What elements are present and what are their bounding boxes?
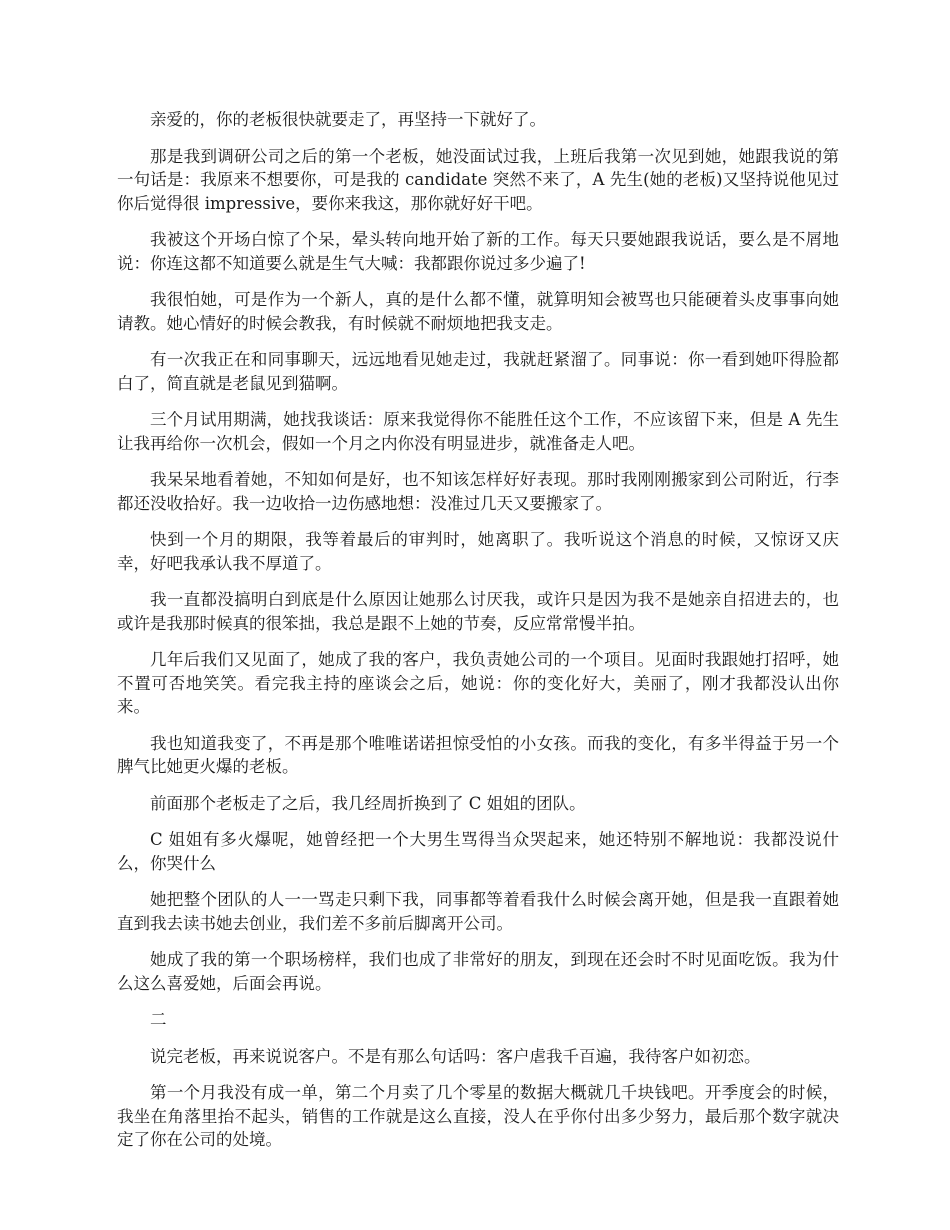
paragraph: 说完老板，再来说说客户。不是有那么句话吗：客户虐我千百遍，我待客户如初恋。 [150, 1046, 761, 1066]
paragraph: 我很怕她，可是作为一个新人，真的是什么都不懂，就算明知会被骂也只能硬着头皮事事向她请教。她心情好的时候会教我，有时候就不耐烦地把我支走。 [117, 290, 839, 333]
paragraph: 我被这个开场白惊了个呆，晕头转向地开始了新的工作。每天只要她跟我说话，要么是不屑地说：你连这都不知道要么就是生气大喊：我都跟你说过多少遍了! [117, 230, 839, 273]
paragraph: 亲爱的，你的老板很快就要走了，再坚持一下就好了。 [150, 110, 546, 129]
paragraph: 前面那个老板走了之后，我几经周折换到了 C 姐姐的团队。 [150, 793, 586, 813]
paragraph: 几年后我们又见面了，她成了我的客户，我负责她公司的一个项目。见面时我跟她打招呼，她不置可否地笑笑。看完我主持的座谈会之后，她说：你的变化好大，美丽了，刚才我都没认出你来。 [117, 650, 839, 716]
paragraph: 我呆呆地看着她，不知如何是好，也不知该怎样好好表现。那时我刚刚搬家到公司附近，行李都还没收拾好。我一边收拾一边伤感地想：没准过几天又要搬家了。 [117, 470, 839, 513]
paragraph: 第一个月我没有成一单，第二个月卖了几个零星的数据大概就几千块钱吧。开季度会的时候，我坐在角落里抬不起头，销售的工作就是这么直接，没人在乎你付出多少努力，最后那个数字就决定了你在公司的处境。 [117, 1083, 839, 1149]
paragraph: 我一直都没搞明白到底是什么原因让她那么讨厌我，或许只是因为我不是她亲自招进去的，也或许是我那时候真的很笨拙，我总是跟不上她的节奏，反应常常慢半拍。 [117, 590, 839, 633]
paragraph: 那是我到调研公司之后的第一个老板，她没面试过我，上班后我第一次见到她，她跟我说的第一句话是：我原来不想要你，可是我的 candidate 突然不来了，A 先生(她的老板)又坚持说他见过你后觉得很 impressive，要你来我这，那你就好好干吧。 [117, 146, 839, 213]
paragraph: 快到一个月的期限，我等着最后的审判时，她离职了。我听说这个消息的时候，又惊讶又庆幸，好吧我承认我不厚道了。 [117, 530, 839, 573]
paragraph: 她成了我的第一个职场榜样，我们也成了非常好的朋友，到现在还会时不时见面吃饭。我为什么这么喜爱她，后面会再说。 [117, 950, 839, 993]
paragraph: 她把整个团队的人一一骂走只剩下我，同事都等着看我什么时候会离开她，但是我一直跟着她直到我去读书她去创业，我们差不多前后脚离开公司。 [117, 890, 839, 933]
document-body [117, 108, 839, 1165]
paragraph: C 姐姐有多火爆呢，她曾经把一个大男生骂得当众哭起来，她还特别不解地说：我都没说什么，你哭什么 [117, 830, 839, 873]
paragraph: 三个月试用期满，她找我谈话：原来我觉得你不能胜任这个工作，不应该留下来，但是 A 先生让我再给你一次机会，假如一个月之内你没有明显进步，就准备走人吧。 [117, 410, 839, 453]
section-number: 二 [150, 1010, 167, 1029]
paragraph: 我也知道我变了，不再是那个唯唯诺诺担惊受怕的小女孩。而我的变化，有多半得益于另一个脾气比她更火爆的老板。 [117, 733, 839, 776]
paragraph: 有一次我正在和同事聊天，远远地看见她走过，我就赶紧溜了。同事说：你一看到她吓得脸都白了，简直就是老鼠见到猫啊。 [117, 350, 839, 393]
